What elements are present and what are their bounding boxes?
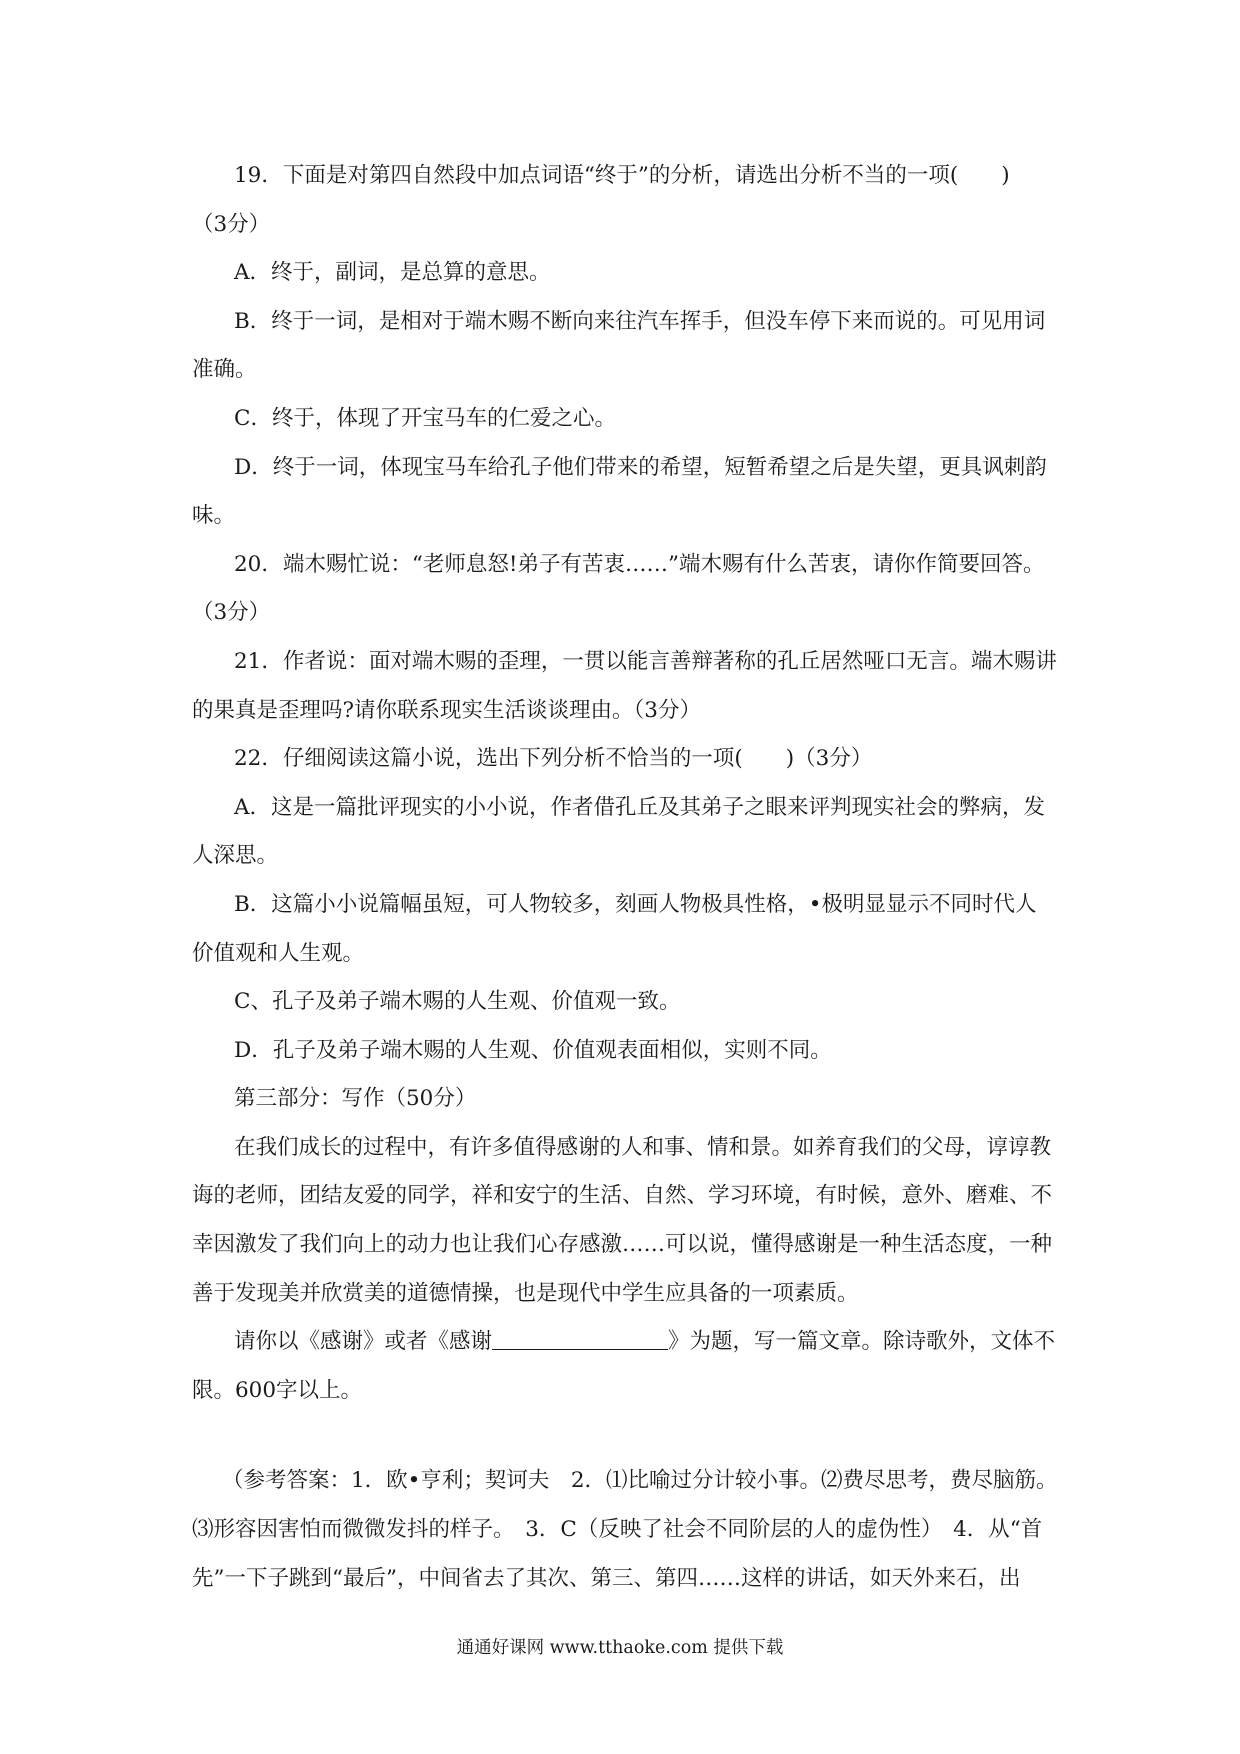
answer-line: 先”一下子跳到“最后”，中间省去了其次、第三、第四……这样的讲话，如天外来石，出: [192, 1565, 1021, 1591]
question-22-option-c: C、孔子及弟子端木赐的人生观、价值观一致。: [234, 989, 681, 1015]
writing-paragraph-line: 善于发现美并欣赏美的道德情操，也是现代中学生应具备的一项素质。: [192, 1280, 859, 1306]
writing-paragraph-line: 诲的老师，团结友爱的同学，祥和安宁的生活、自然、学习环境，有时候，意外、磨难、不: [192, 1183, 1053, 1209]
question-19-stem: 19．下面是对第四自然段中加点词语“终于”的分析，请选出分析不当的一项( ): [234, 163, 1010, 188]
question-22-option-b: B．这篇小小说篇幅虽短，可人物较多，刻画人物极具性格，•极明显显示不同时代人: [234, 891, 1037, 917]
question-19-option-b-cont: 准确。: [192, 357, 257, 383]
question-20-stem: 20．端木赐忙说：“老师息怒!弟子有苦衷……”端木赐有什么苦衷，请你作简要回答。: [234, 551, 1045, 577]
answer-line: ⑶形容因害怕而微微发抖的样子。 3．C（反映了社会不同阶层的人的虚伪性） 4．从“首: [192, 1517, 1043, 1543]
answer-line: （参考答案：1．欧•亨利；契诃夫 2．⑴比喻过分计较小事。⑵费尽思考，费尽脑筋。: [222, 1468, 1058, 1494]
writing-paragraph-line: 幸因激发了我们向上的动力也让我们心存感激……可以说，懂得感谢是一种生活态度，一种: [192, 1232, 1053, 1258]
writing-paragraph-line: 在我们成长的过程中，有许多值得感谢的人和事、情和景。如养育我们的父母，谆谆教: [234, 1134, 1052, 1160]
reference-answers: [192, 1457, 1060, 1603]
writing-heading: 第三部分：写作（50分）: [234, 1086, 477, 1112]
question-22-option-a-cont: 人深思。: [192, 843, 279, 869]
question-19-option-b: B．终于一词，是相对于端木赐不断向来往汽车挥手，但没车停下来而说的。可见用词: [234, 308, 1046, 334]
question-22-option-b-cont: 价值观和人生观。: [192, 940, 365, 966]
question-22-option-d: D．孔子及弟子端木赐的人生观、价值观表面相似，实则不同。: [234, 1037, 832, 1063]
document-body: [192, 152, 1060, 1603]
writing-prompt: [192, 1318, 1060, 1367]
question-20-score: （3分）: [192, 600, 271, 626]
title-blank-line: [492, 1325, 668, 1350]
question-22-stem: 22．仔细阅读这篇小说，选出下列分析不恰当的一项( )（3分）: [234, 746, 873, 772]
writing-prompt-after: 》为题，写一篇文章。除诗歌外，文体不: [668, 1329, 1056, 1355]
writing-prompt-before: 请你以《感谢》或者《感谢: [234, 1329, 493, 1355]
page-footer: 通通好课网 www.tthaoke.com 提供下载: [456, 1638, 784, 1658]
question-19-option-c: C．终于，体现了开宝马车的仁爱之心。: [234, 405, 616, 431]
question-22-option-a: A．这是一篇批评现实的小小说，作者借孔丘及其弟子之眼来评判现实社会的弊病，发: [234, 794, 1046, 820]
writing-prompt-end: 限。600字以上。: [192, 1377, 363, 1403]
question-21-stem-cont: 的果真是歪理吗?请你联系现实生活谈谈理由。（3分）: [192, 697, 701, 723]
section-spacer: [192, 1415, 1060, 1457]
question-19-option-d: D．终于一词，体现宝马车给孔子他们带来的希望，短暂希望之后是失望，更具讽刺韵: [234, 454, 1047, 480]
question-19-score: （3分）: [192, 211, 271, 237]
question-19-option-d-cont: 味。: [192, 503, 236, 529]
question-21-stem: 21．作者说：面对端木赐的歪理，一贯以能言善辩著称的孔丘居然哑口无言。端木赐讲: [234, 648, 1057, 674]
question-19-option-a: A．终于，副词，是总算的意思。: [234, 260, 551, 286]
